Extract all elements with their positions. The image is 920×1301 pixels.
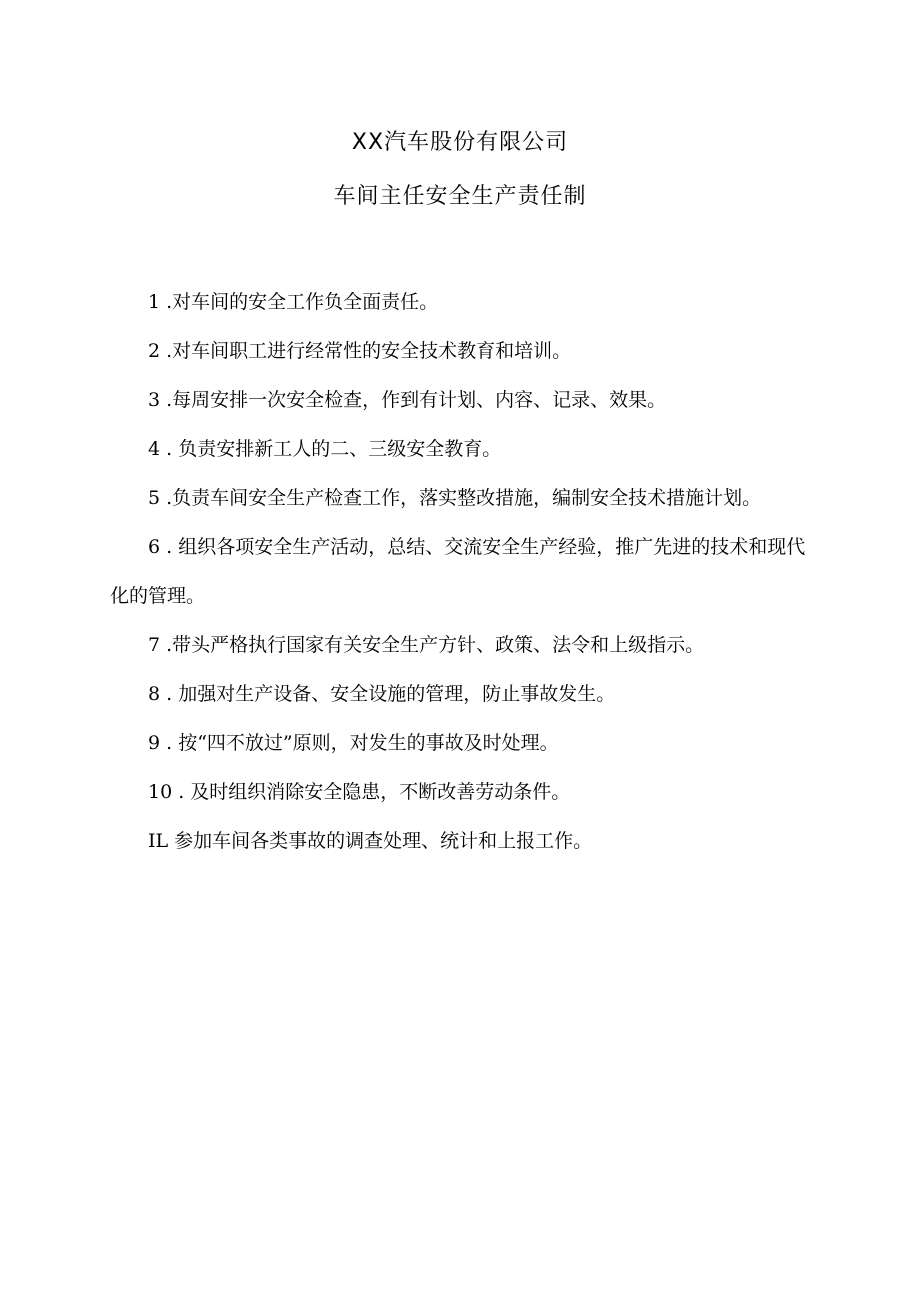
list-item-4: 4 . 负责安排新工人的二、三级安全教育。 bbox=[148, 438, 502, 460]
list-item-5: 5 .负责车间安全生产检查工作，落实整改措施，编制安全技术措施计划。 bbox=[148, 487, 762, 509]
list-item-8: 8 . 加强对生产设备、安全设施的管理，防止事故发生。 bbox=[148, 683, 616, 705]
list-item-9: 9 . 按“四不放过”原则，对发生的事故及时处理。 bbox=[148, 732, 559, 754]
list-item-11: IL 参加车间各类事故的调查处理、统计和上报工作。 bbox=[148, 830, 593, 852]
company-title: XX汽车股份有限公司 bbox=[351, 130, 569, 155]
list-item-10: 10 . 及时组织消除安全隐患，不断改善劳动条件。 bbox=[148, 781, 571, 803]
document-title: 车间主任安全生产责任制 bbox=[333, 184, 587, 209]
list-item-7: 7 .带头严格执行国家有关安全生产方针、政策、法令和上级指示。 bbox=[148, 634, 705, 656]
responsibility-list bbox=[110, 278, 824, 866]
list-item-3: 3 .每周安排一次安全检查，作到有计划、内容、记录、效果。 bbox=[148, 389, 667, 411]
list-item-2: 2 .对车间职工进行经常性的安全技术教育和培训。 bbox=[148, 340, 572, 362]
list-item-1: 1 .对车间的安全工作负全面责任。 bbox=[148, 291, 439, 313]
list-item-6: 6 . 组织各项安全生产活动，总结、交流安全生产经验，推广先进的技术和现代化的管理。 bbox=[110, 536, 806, 607]
